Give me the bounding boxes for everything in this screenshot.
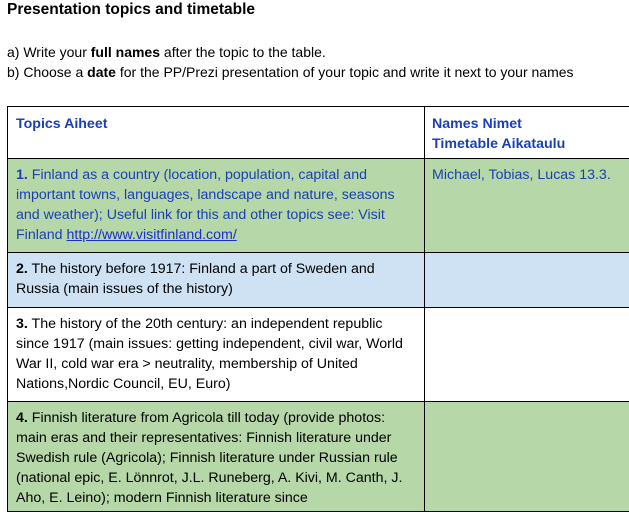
- topic-text: Finland as a country (location, population, capital and important towns, languages, landscape and nature, seasons and weather); Useful link for this and other topics see: Visit Finland: [16, 167, 395, 243]
- instruction-b-bold: date: [87, 64, 116, 80]
- topic-number: 1.: [16, 167, 28, 183]
- topic-cell[interactable]: [7, 159, 425, 252]
- names-cell[interactable]: Michael, Tobias, Lucas 13.3.: [432, 167, 611, 183]
- page-title: Presentation topics and timetable: [7, 1, 256, 18]
- table-row-topic-1: [7, 159, 629, 253]
- instruction-a-post: after the topic to the table.: [160, 44, 326, 60]
- table-header-row: [7, 107, 629, 159]
- names-cell[interactable]: [425, 253, 629, 307]
- names-cell[interactable]: [425, 308, 629, 401]
- instruction-a-pre: a) Write your: [7, 44, 91, 60]
- topic-text: The history of the 20th century: an independent republic since 1917 (main issues: getting independent, civil war, World War II, cold war era > neutrality, membership of United Nations,Nordic Council, EU, Euro): [16, 316, 403, 392]
- header-names: Names Nimet: [432, 116, 522, 132]
- instruction-b-post: for the PP/Prezi presentation of your topic and write it next to your names: [115, 64, 574, 80]
- topic-cell[interactable]: [7, 402, 425, 511]
- topic-text: Finnish literature from Agricola till today (provide photos: main eras and their representatives: Finnish literature under Swedish rule (Agricola); Finnish literature under Russian rule (national epic, E. Lönnrot, J.L. Runeberg, A. Kivi, M. Canth, J. Aho, E. Leino); modern Finnish literature since: [16, 410, 403, 506]
- instruction-b-pre: b) Choose a: [7, 64, 88, 80]
- header-topics[interactable]: Topics Aiheet: [7, 107, 425, 158]
- topic-number: 2.: [16, 261, 28, 277]
- topic-cell[interactable]: [7, 253, 425, 307]
- topic-number: 4.: [16, 410, 28, 426]
- header-names-timetable[interactable]: [425, 107, 629, 158]
- names-cell[interactable]: [425, 402, 629, 511]
- table-row-topic-3: [7, 308, 629, 402]
- topic-cell[interactable]: [7, 308, 425, 401]
- instruction-a: [7, 44, 326, 60]
- topics-table: [7, 106, 629, 512]
- instruction-b: [7, 64, 574, 80]
- topic-number: 3.: [16, 316, 28, 332]
- table-row-topic-2: [7, 253, 629, 308]
- instruction-a-bold: full names: [90, 44, 161, 60]
- table-row-topic-4: [7, 402, 629, 512]
- topic-text: The history before 1917: Finland a part of Sweden and Russia (main issues of the history): [16, 261, 375, 297]
- visitfinland-link[interactable]: http://www.visitfinland.com/: [66, 227, 237, 243]
- header-timetable: Timetable Aikataulu: [432, 136, 566, 152]
